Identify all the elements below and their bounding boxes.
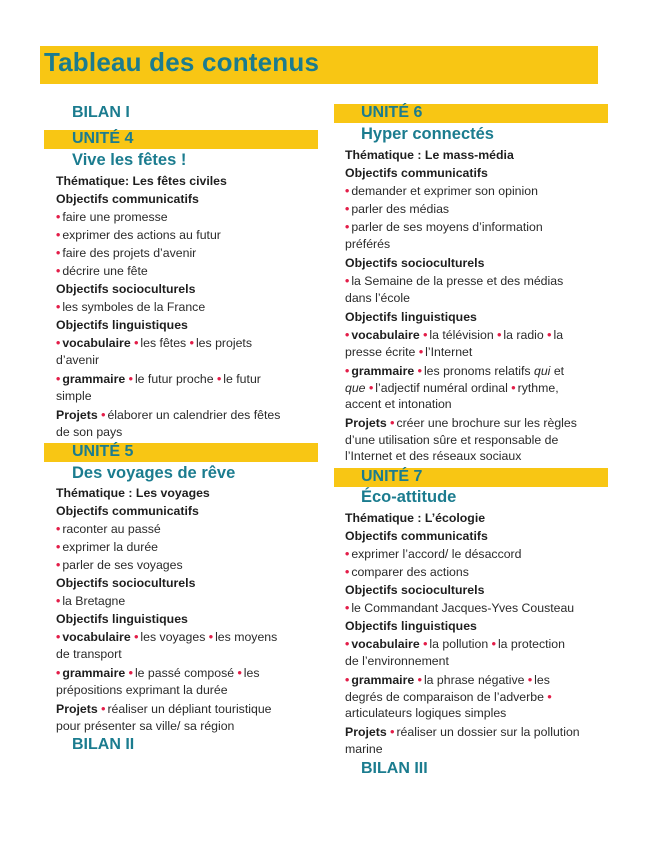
list-item: • parler de ses moyens d’information	[345, 220, 543, 234]
bullet-icon: •	[134, 630, 139, 644]
bullet-icon: •	[56, 666, 61, 680]
bullet-icon: •	[423, 328, 428, 342]
grammar-line: • grammaire • le futur proche • le futur	[56, 372, 261, 386]
bilan-2: BILAN II	[72, 736, 135, 753]
bullet-icon: •	[423, 637, 428, 651]
list-item: • la Semaine de la presse et des médias	[345, 274, 564, 288]
unit-5-ling-heading: Objectifs linguistiques	[56, 612, 188, 626]
unit-7-content	[345, 509, 580, 757]
bullet-icon: •	[345, 547, 350, 561]
list-item: • décrire une fête	[56, 264, 148, 278]
bullet-icon: •	[547, 690, 552, 704]
projets-line-cont: marine	[345, 742, 383, 756]
grammar-line-cont: prépositions exprimant la durée	[56, 683, 228, 697]
unit-4-comm-heading: Objectifs communicatifs	[56, 192, 199, 206]
bullet-icon: •	[237, 666, 242, 680]
vocab-line: • vocabulaire • la pollution • la protection	[345, 637, 565, 651]
grammar-line-cont: simple	[56, 389, 92, 403]
vocab-line-cont: de l’environnement	[345, 654, 449, 668]
bullet-icon: •	[417, 673, 422, 687]
bullet-icon: •	[368, 381, 374, 395]
vocab-line-cont: presse écrite • l’Internet	[345, 345, 473, 359]
unit-7-comm-heading: Objectifs communicatifs	[345, 529, 488, 543]
bullet-icon: •	[56, 336, 61, 350]
unit-6-title: Hyper connectés	[361, 125, 494, 143]
bullet-icon: •	[345, 328, 350, 342]
list-item: • les symboles de la France	[56, 300, 206, 314]
bullet-icon: •	[101, 408, 106, 422]
bullet-icon: •	[134, 336, 139, 350]
grammar-line: • grammaire • le passé composé • les	[56, 666, 260, 680]
vocab-line: • vocabulaire • la télévision • la radio • la	[345, 328, 564, 342]
projets-line-cont: pour présenter sa ville/ sa région	[56, 719, 235, 733]
unit-7-title: Éco-attitude	[361, 488, 457, 506]
projets-line: Projets • créer une brochure sur les règles	[345, 416, 577, 430]
bullet-icon: •	[56, 300, 61, 314]
unit-4-title: Vive les fêtes !	[72, 151, 187, 169]
bilan-1: BILAN I	[72, 104, 130, 121]
projets-line-cont: l’Internet et des réseaux sociaux	[345, 449, 522, 463]
projets-line: Projets • réaliser un dépliant touristique	[56, 702, 272, 716]
vocab-line: • vocabulaire • les fêtes • les projets	[56, 336, 252, 350]
bullet-icon: •	[345, 184, 350, 198]
unit-4-thematique: Thématique: Les fêtes civiles	[56, 174, 227, 188]
bullet-icon: •	[418, 345, 424, 359]
bullet-icon: •	[345, 220, 350, 234]
page-title: Tableau des contenus	[44, 47, 320, 77]
bullet-icon: •	[189, 336, 194, 350]
bullet-icon: •	[345, 202, 350, 216]
vocab-line: • vocabulaire • les voyages • les moyens	[56, 630, 278, 644]
grammar-line-cont: degrés de comparaison de l’adverbe •	[345, 690, 552, 704]
bullet-icon: •	[56, 558, 61, 572]
unit-5-socio-heading: Objectifs socioculturels	[56, 576, 196, 590]
unit-6-comm-heading: Objectifs communicatifs	[345, 166, 488, 180]
bullet-icon: •	[345, 364, 350, 378]
bullet-icon: •	[345, 637, 350, 651]
projets-line-cont: d’une utilisation sûre et responsable de	[345, 433, 559, 447]
bullet-icon: •	[390, 725, 395, 739]
projets-line: Projets • élaborer un calendrier des fêtes	[56, 408, 281, 422]
list-item: • la Bretagne	[56, 594, 126, 608]
grammar-line: • grammaire • la phrase négative • les	[345, 673, 550, 687]
list-item: • le Commandant Jacques-Yves Cousteau	[345, 601, 575, 615]
unit-4-content	[56, 172, 280, 440]
bullet-icon: •	[56, 630, 61, 644]
unit-5-content	[56, 484, 277, 734]
bullet-icon: •	[345, 274, 350, 288]
unit-4-ling-heading: Objectifs linguistiques	[56, 318, 188, 332]
list-item: • parler de ses voyages	[56, 558, 183, 572]
projets-line-cont: de son pays	[56, 425, 123, 439]
unit-6-number: UNITÉ 6	[361, 104, 423, 121]
bullet-icon: •	[56, 264, 61, 278]
vocab-line-cont: d’avenir	[56, 353, 100, 367]
bullet-icon: •	[56, 372, 61, 386]
grammar-line-cont: accent et intonation	[345, 397, 452, 411]
bullet-icon: •	[511, 381, 516, 395]
list-item: • demander et exprimer son opinion	[345, 184, 538, 198]
list-item: • faire une promesse	[56, 210, 168, 224]
bullet-icon: •	[56, 522, 61, 536]
unit-6-content	[345, 146, 577, 464]
bullet-icon: •	[56, 228, 61, 242]
unit-6-ling-heading: Objectifs linguistiques	[345, 310, 477, 324]
list-item: • parler des médias	[345, 202, 450, 216]
grammar-line: • grammaire • les pronoms relatifs qui et	[345, 364, 565, 378]
bullet-icon: •	[56, 594, 61, 608]
bullet-icon: •	[208, 630, 214, 644]
bullet-icon: •	[527, 673, 533, 687]
projets-line: Projets • réaliser un dossier sur la pollution	[345, 725, 580, 739]
bullet-icon: •	[345, 565, 350, 579]
bullet-icon: •	[345, 673, 350, 687]
bullet-icon: •	[216, 372, 222, 386]
unit-7-thematique: Thématique : L’écologie	[345, 511, 486, 525]
unit-5-comm-heading: Objectifs communicatifs	[56, 504, 199, 518]
list-item-cont: préférés	[345, 237, 391, 251]
unit-7-number: UNITÉ 7	[361, 468, 423, 485]
unit-4-socio-heading: Objectifs socioculturels	[56, 282, 196, 296]
unit-6-socio-heading: Objectifs socioculturels	[345, 256, 485, 270]
list-item: • comparer des actions	[345, 565, 469, 579]
bullet-icon: •	[56, 540, 61, 554]
unit-5-thematique: Thématique : Les voyages	[56, 486, 210, 500]
bullet-icon: •	[128, 666, 133, 680]
bullet-icon: •	[56, 210, 61, 224]
bullet-icon: •	[56, 246, 61, 260]
bullet-icon: •	[390, 416, 395, 430]
bullet-icon: •	[497, 328, 502, 342]
grammar-line-cont: que • l’adjectif numéral ordinal • rythme,	[345, 381, 559, 395]
bullet-icon: •	[128, 372, 133, 386]
bullet-icon: •	[417, 364, 422, 378]
bullet-icon: •	[547, 328, 552, 342]
list-item: • exprimer des actions au futur	[56, 228, 221, 242]
bilan-3: BILAN III	[361, 760, 428, 777]
bullet-icon: •	[491, 637, 496, 651]
list-item: • raconter au passé	[56, 522, 161, 536]
list-item: • exprimer l’accord/ le désaccord	[345, 547, 522, 561]
unit-5-number: UNITÉ 5	[72, 443, 134, 460]
list-item-cont: dans l’école	[345, 291, 410, 305]
list-item: • faire des projets d’avenir	[56, 246, 197, 260]
bullet-icon: •	[345, 601, 350, 615]
unit-7-ling-heading: Objectifs linguistiques	[345, 619, 477, 633]
unit-6-thematique: Thématique : Le mass-média	[345, 148, 514, 162]
unit-7-socio-heading: Objectifs socioculturels	[345, 583, 485, 597]
vocab-line-cont: de transport	[56, 647, 122, 661]
bullet-icon: •	[101, 702, 106, 716]
list-item: • exprimer la durée	[56, 540, 158, 554]
unit-5-title: Des voyages de rêve	[72, 464, 236, 482]
grammar-line-cont: articulateurs logiques simples	[345, 706, 507, 720]
unit-4-number: UNITÉ 4	[72, 130, 134, 147]
